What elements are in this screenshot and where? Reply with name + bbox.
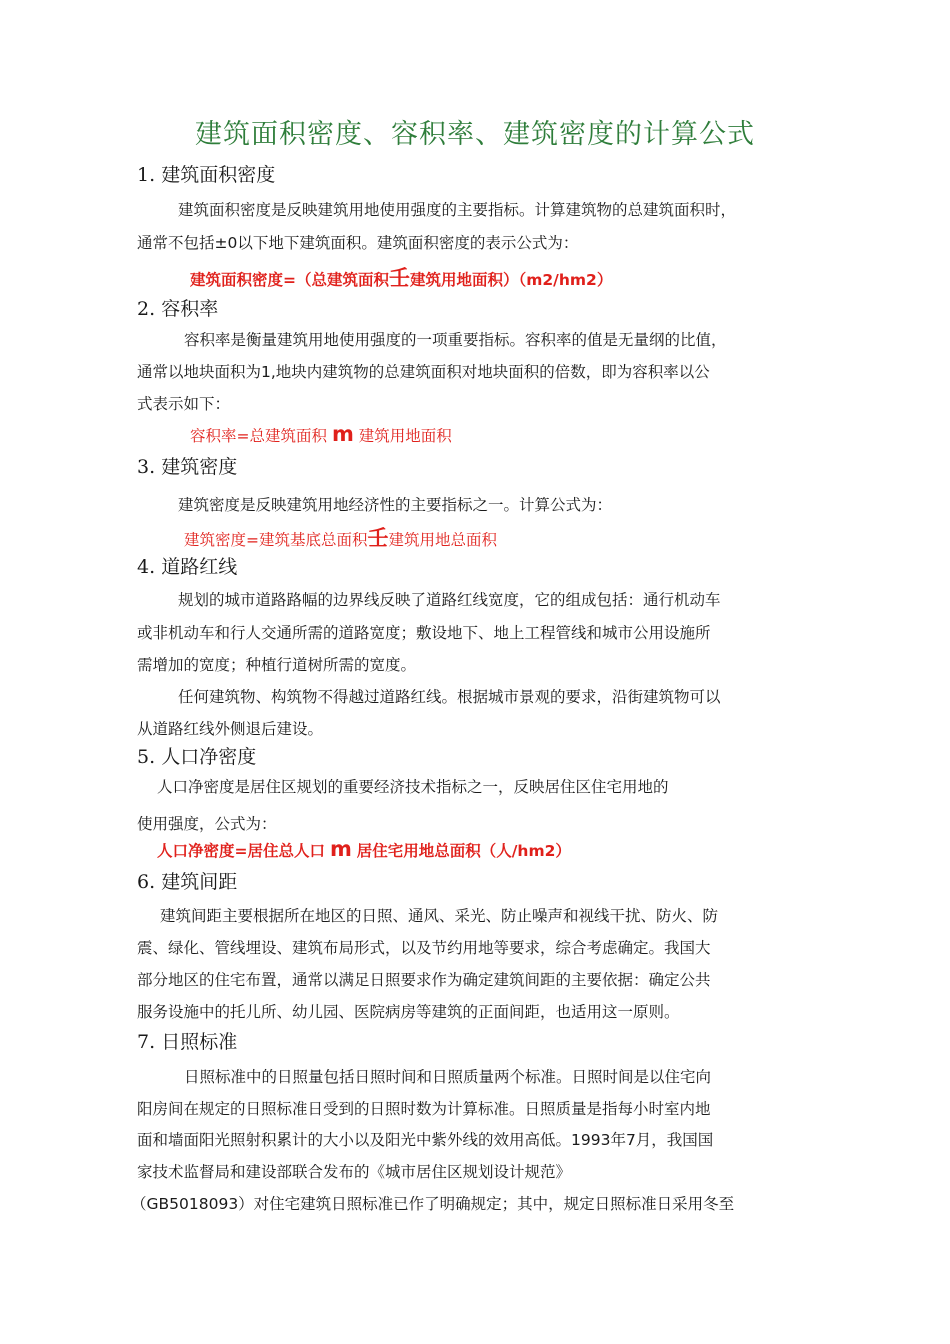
section-6-heading: 6. 建筑间距 xyxy=(137,871,238,893)
section-3-formula: 建筑密度=建筑基底总面积壬建筑用地总面积 xyxy=(184,526,498,550)
section-5-paragraph-line: 使用强度，公式为： xyxy=(137,815,277,833)
section-7-paragraph-line: 面和墙面阳光照射积累计的大小以及阳光中紫外线的效用高低。1993年7月，我国国 xyxy=(137,1131,714,1149)
section-4-paragraph-line: 从道路红线外侧退后建设。 xyxy=(137,720,324,738)
section-4-paragraph-line: 需增加的宽度；种植行道树所需的宽度。 xyxy=(137,656,417,674)
section-7-paragraph-line: （GB5018093）对住宅建筑日照标准已作了明确规定；其中，规定日照标准日采用冬至 xyxy=(131,1195,735,1213)
section-6-paragraph-line: 部分地区的住宅布置，通常以满足日照要求作为确定建筑间距的主要依据：确定公共 xyxy=(137,971,711,989)
section-2-formula: 容积率=总建筑面积 m 建筑用地面积 xyxy=(190,422,452,446)
section-2-paragraph-line: 式表示如下： xyxy=(137,395,231,413)
section-2-paragraph-line: 容积率是衡量建筑用地使用强度的一项重要指标。容积率的值是无量纲的比值， xyxy=(184,331,727,349)
section-1-paragraph-line: 通常不包括±0以下地下建筑面积。建筑面积密度的表示公式为： xyxy=(137,234,579,252)
section-7-paragraph-line: 日照标准中的日照量包括日照时间和日照质量两个标准。日照时间是以住宅向 xyxy=(184,1068,712,1086)
section-5-heading: 5. 人口净密度 xyxy=(137,746,257,768)
page-title: 建筑面积密度、容积率、建筑密度的计算公式 xyxy=(195,119,755,150)
section-7-paragraph-line: 家技术监督局和建设部联合发布的《城市居住区规划设计规范》 xyxy=(137,1163,572,1181)
section-4-paragraph-line: 规划的城市道路路幅的边界线反映了道路红线宽度，它的组成包括：通行机动车 xyxy=(178,591,721,609)
section-2-paragraph-line: 通常以地块面积为1,地块内建筑物的总建筑面积对地块面积的倍数，即为容积率以公 xyxy=(137,363,710,381)
section-1-paragraph-line: 建筑面积密度是反映建筑用地使用强度的主要指标。计算建筑物的总建筑面积时， xyxy=(178,201,737,219)
section-6-paragraph-line: 建筑间距主要根据所在地区的日照、通风、采光、防止噪声和视线干扰、防火、防 xyxy=(160,907,719,925)
section-6-paragraph-line: 震、绿化、管线埋设、建筑布局形式，以及节约用地等要求，综合考虑确定。我国大 xyxy=(137,939,711,957)
section-7-paragraph-line: 阳房间在规定的日照标准日受到的日照时数为计算标准。日照质量是指每小时室内地 xyxy=(137,1100,711,1118)
section-3-paragraph-line: 建筑密度是反映建筑用地经济性的主要指标之一。计算公式为： xyxy=(178,496,613,514)
section-5-paragraph-line: 人口净密度是居住区规划的重要经济技术指标之一，反映居住区住宅用地的 xyxy=(157,778,669,796)
section-7-heading: 7. 日照标准 xyxy=(137,1031,238,1053)
section-4-paragraph-line: 任何建筑物、构筑物不得越过道路红线。根据城市景观的要求，沿街建筑物可以 xyxy=(178,688,721,706)
section-2-heading: 2. 容积率 xyxy=(137,298,219,320)
section-4-heading: 4. 道路红线 xyxy=(137,556,238,578)
section-1-heading: 1. 建筑面积密度 xyxy=(137,164,276,186)
section-3-heading: 3. 建筑密度 xyxy=(137,456,238,478)
section-1-formula: 建筑面积密度=（总建筑面积壬建筑用地面积）（m2/hm2） xyxy=(190,266,613,290)
section-5-formula: 人口净密度=居住总人口 m 居住宅用地总面积（人/hm2） xyxy=(157,837,571,861)
section-4-paragraph-line: 或非机动车和行人交通所需的道路宽度；敷设地下、地上工程管线和城市公用设施所 xyxy=(137,624,711,642)
section-6-paragraph-line: 服务设施中的托儿所、幼儿园、医院病房等建筑的正面间距，也适用这一原则。 xyxy=(137,1003,680,1021)
